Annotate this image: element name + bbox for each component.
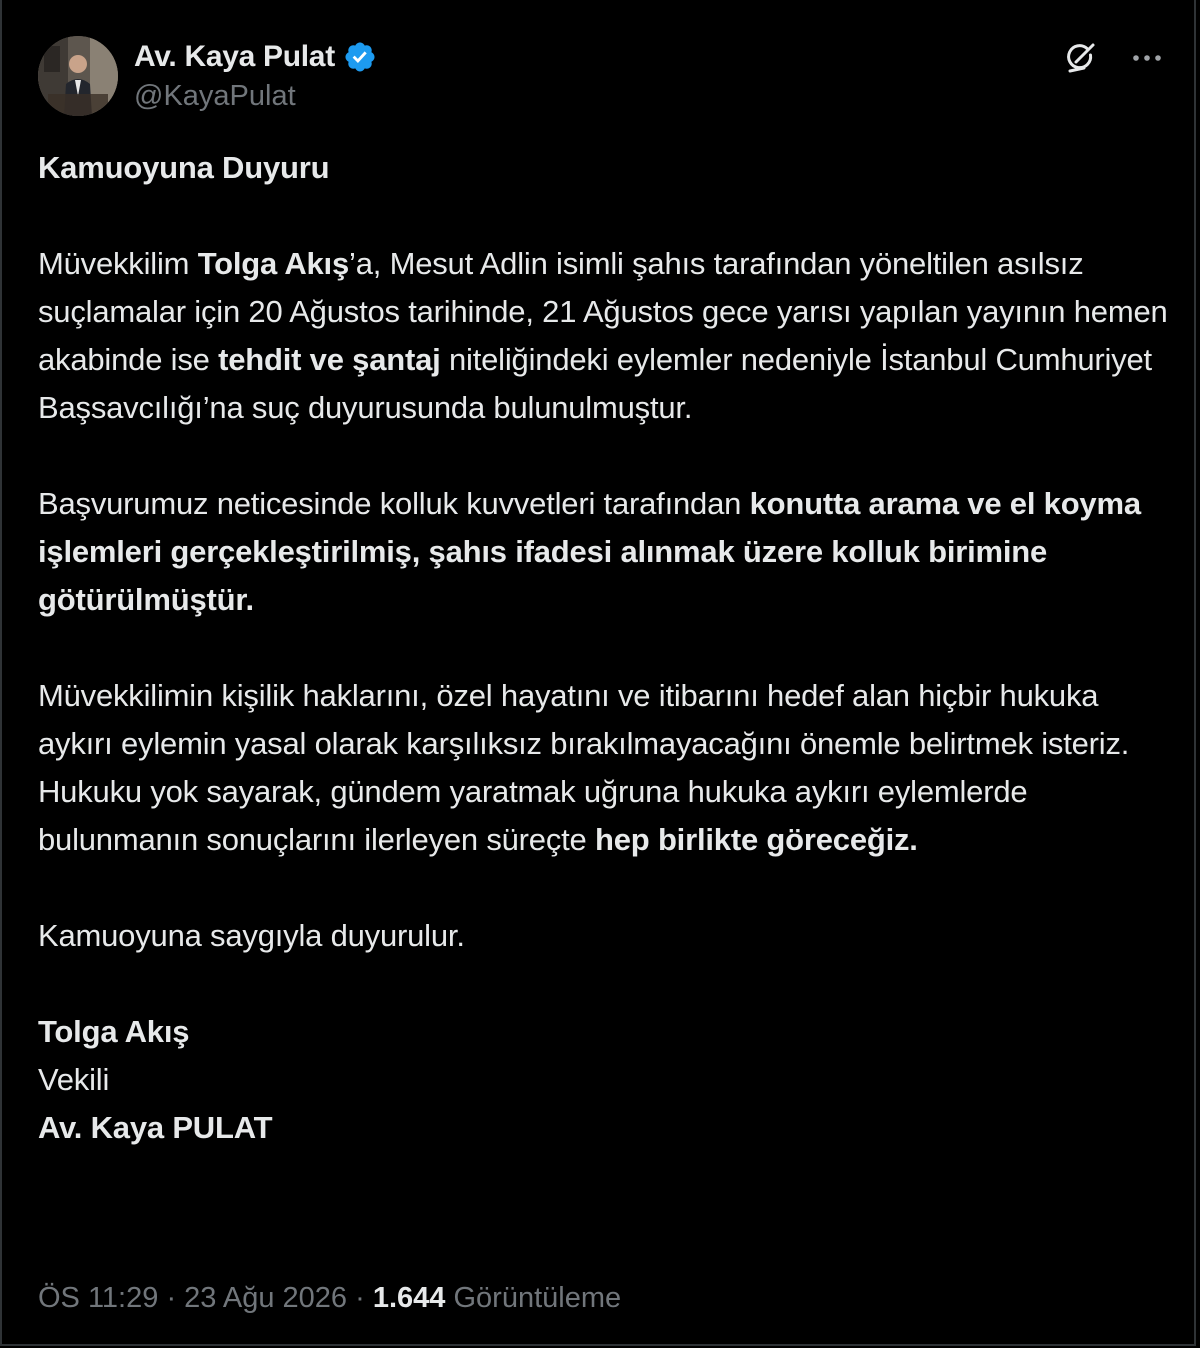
avatar[interactable] <box>38 36 118 116</box>
paragraph-1: Müvekkilim Tolga Akış’a, Mesut Adlin isimli şahıs tarafından yöneltilen asılsız suçlamalar için 20 Ağustos tarihinde, 21 Ağustos gece yarısı yapılan yayının hemen akabinde ise tehdit ve şantaj niteliğindeki eylemler nedeniyle İstanbul Cumhuriyet Başsavcılığı’na suç duyurusunda bulunulmuştur. <box>38 246 1168 425</box>
verified-badge-icon[interactable] <box>343 40 377 74</box>
post-date[interactable]: 23 Ağu 2026 <box>184 1282 348 1314</box>
views-count[interactable]: 1.644 <box>372 1282 446 1314</box>
post-time[interactable]: ÖS 11:29 <box>38 1282 159 1314</box>
post-title: Kamuoyuna Duyuru <box>38 150 330 185</box>
paragraph-2: Başvurumuz neticesinde kolluk kuvvetleri tarafından konutta arama ve el koyma işlemleri gerçekleştirilmiş, şahıs ifadesi alınmak üzere kolluk birimine götürülmüştür. <box>38 486 1141 617</box>
display-name[interactable]: Av. Kaya Pulat <box>134 40 335 73</box>
meta-separator: · <box>158 1282 185 1314</box>
tweet-text <box>38 144 1178 1152</box>
tweet-header <box>38 36 1164 118</box>
header-actions <box>1062 40 1164 76</box>
signature-name: Tolga Akış <box>38 1014 190 1049</box>
user-names <box>134 38 377 113</box>
meta-separator: · <box>347 1282 373 1314</box>
signature-role: Vekili <box>38 1062 110 1097</box>
signature-lawyer: Av. Kaya PULAT <box>38 1110 273 1145</box>
display-name-row <box>134 38 377 76</box>
paragraph-3: Müvekkilimin kişilik haklarını, özel hayatını ve itibarını hedef alan hiçbir hukuka aykırı eylemin yasal olarak karşılıksız bırakılmayacağını önemle belirtmek isteriz. Hukuku yok sayarak, gündem yaratmak uğruna hukuka aykırı eylemlerde bulunmanın sonuçlarını ilerleyen süreçte hep birlikte göreceğiz. <box>38 678 1130 857</box>
tweet-meta <box>38 1278 621 1318</box>
more-horizontal-icon[interactable] <box>1130 41 1164 75</box>
views-label: Görüntüleme <box>445 1282 622 1314</box>
user-handle[interactable]: @KayaPulat <box>134 80 296 112</box>
grok-icon[interactable] <box>1062 40 1098 76</box>
closing-line: Kamuoyuna saygıyla duyurulur. <box>38 918 465 953</box>
